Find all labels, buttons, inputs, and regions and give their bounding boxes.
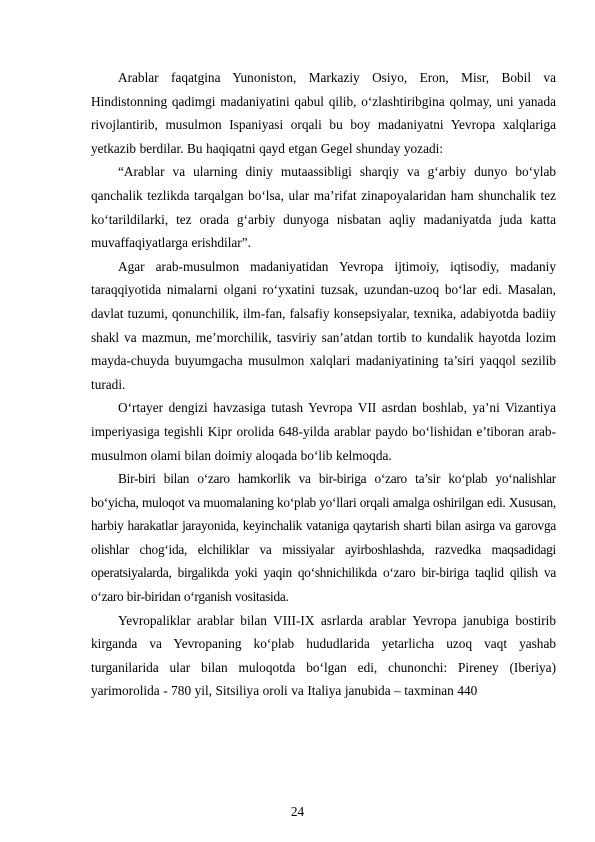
document-body	[91, 66, 556, 703]
paragraph-mutual-influence: Bir-biri bilan o‘zaro hamkorlik va bir-biriga o‘zaro ta’sir ko‘plab yo‘nalishlar bo‘yicha, muloqot va muomalaning ko‘plab yo‘llari orqali amalga oshirilgan edi. Xususan, harbiy harakatlar jarayonida, keyinchalik vataniga qaytarish sharti bilan asirga va garovga olishlar chog‘ida, elchiliklar va missiyalar ayirboshlashda, razvedka maqsadidagi operatsiyalarda, birgalikda yoki yaqin qo‘shnichilikda o‘zaro bir-biriga taqlid qilish va o‘zaro bir-biridan o‘rganish vositasida.	[91, 471, 556, 605]
paragraph-hegel-quote: “Arablar va ularning diniy mutaassibligi sharqiy va g‘arbiy dunyo bo‘ylab qanchalik tezlikda tarqalgan bo‘lsa, ular ma’rifat zinapoyalaridan ham shunchalik tez ko‘tarildilarki, tez orada g‘arbiy dunyoga nisbatan aqliy madaniyatda juda katta muvaffaqiyatlarga erishdilar”.	[91, 164, 556, 251]
paragraph-arab-presence-europe: Yevropaliklar arablar bilan VIII-IX asrlarda arablar Yevropa janubiga bostirib kirganda va Yevropaning ko‘plab hududlarida yetarlicha uzoq vaqt yashab turganilarida ular bilan muloqotda bo‘lgan edi, chunonchi: Pireney (Iberiya) yarimorolida - 780 yil, Sitsiliya oroli va Italiya janubida – taxminan 440	[91, 612, 556, 699]
paragraph-arab-cultural-transmission: Arablar faqatgina Yunoniston, Markaziy Osiyo, Eron, Misr, Bobil va Hindistonning qadimgi madaniyatini qabul qilib, o‘zlashtiribgina qolmay, uni yanada rivojlantirib, musulmon Ispaniyasi orqali bu boy madaniyatni Yevropa xalqlariga yetkazib berdilar. Bu haqiqatni qayd etgan Gegel shunday yozadi:	[91, 70, 556, 156]
paragraph-mediterranean-contacts: O‘rtayer dengizi havzasiga tutash Yevropa VII asrdan boshlab, ya’ni Vizantiya imperiyasiga tegishli Kipr orolida 648-yilda arablar paydo bo‘lishidan e’tiboran arab-musulmon olami bilan doimiy aloqada bo‘lib kelmoqda.	[91, 400, 556, 463]
page-number: 24	[290, 804, 305, 819]
paragraph-european-borrowings: Agar arab-musulmon madaniyatidan Yevropa ijtimoiy, iqtisodiy, madaniy taraqqiyotida nimalarni olgani ro‘yxatini tuzsak, uzundan-uzoq bo‘lar edi. Masalan, davlat tuzumi, qonunchilik, ilm-fan, falsafiy konsepsiyalar, texnika, adabiyotda badiiy shakl va mazmun, me’morchilik, tasviriy san’atdan tortib to kundalik hayotda lozim mayda-chuyda buyumgacha musulmon xalqlari madaniyatining ta’siri yaqqol sezilib turadi.	[91, 258, 556, 392]
